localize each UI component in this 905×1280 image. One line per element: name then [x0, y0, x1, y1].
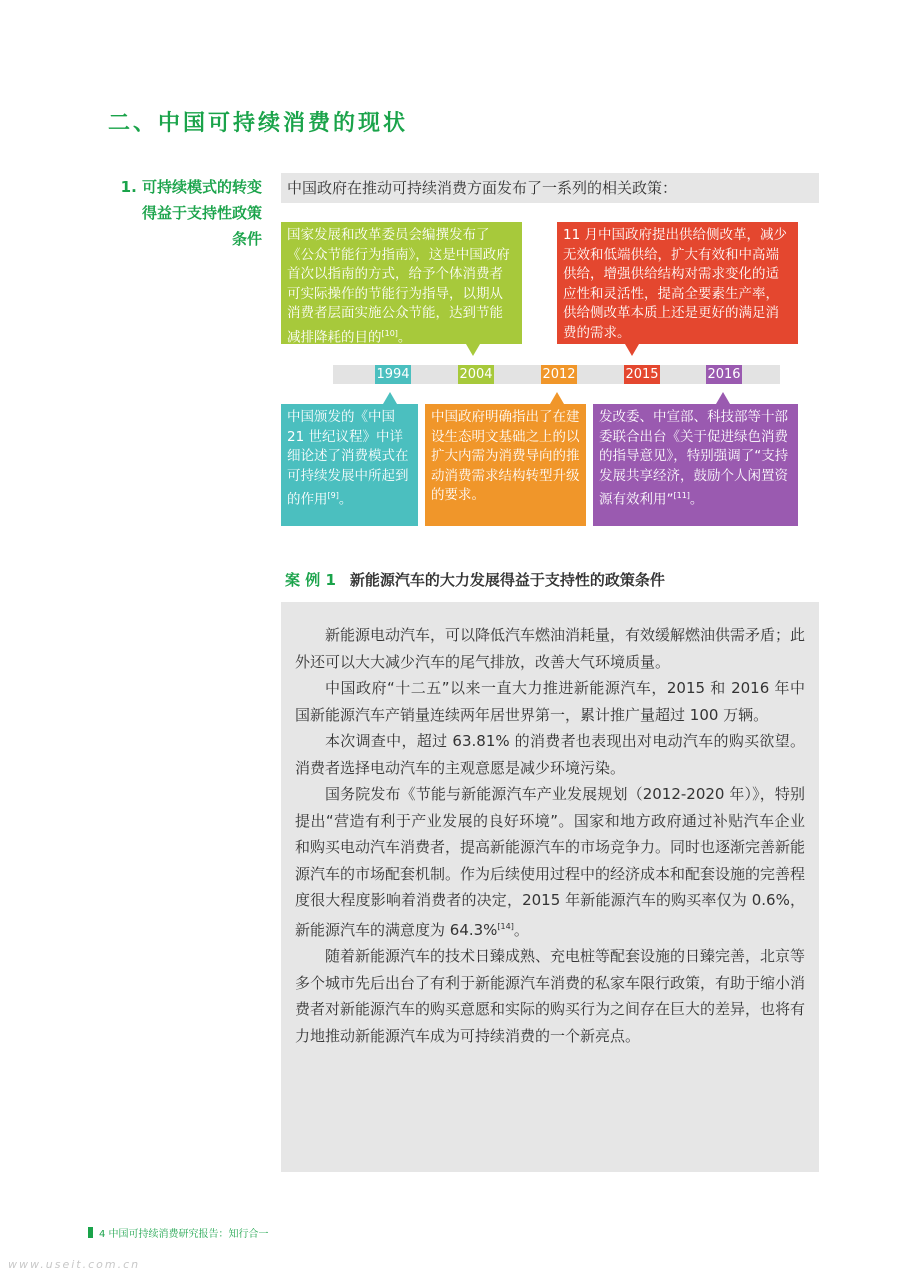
policy-text: 中国政府明确指出了在建设生态明文基础之上的以扩大内需为消费导向的推动消费需求结构转型升级的要求。: [431, 409, 580, 503]
pointer-2015: [625, 344, 639, 356]
case-label: 案 例 1: [285, 571, 336, 589]
policy-text: 国家发展和改革委员会编撰发布了《公众节能行为指南》，这是中国政府首次以指南的方式，给予个体消费者可实际操作的节能行为指导，以期从消费者层面实施公众节能，达到节能减排降耗的目的: [287, 227, 510, 344]
footer-text: 4 中国可持续消费研究报告：知行合一: [99, 1229, 269, 1240]
side-heading-line-3: 条件: [231, 230, 262, 248]
case-box: [281, 602, 819, 1172]
policy-box-2004: [281, 222, 522, 344]
policy-box-2015: [557, 222, 798, 344]
section-title: 二、中国可持续消费的现状: [108, 111, 409, 136]
policy-tail: 。: [397, 329, 412, 344]
policy-tail: 。: [689, 491, 704, 508]
case-paragraph: 本次调查中，超过 63.81% 的消费者也表现出对电动汽车的购买欲望。消费者选择电动汽车的主观意愿是减少环境污染。: [295, 732, 805, 777]
case-paragraph: 随着新能源汽车的技术日臻成熟、充电桩等配套设施的日臻完善，北京等多个城市先后出台了有利于新能源汽车消费的私家车限行政策，有助于缩小消费者对新能源汽车的购买意愿和实际的购买行为之间存在巨大的差异，也将有力地推动新能源汽车成为可持续消费的一个新亮点。: [295, 947, 806, 1045]
reference-mark: [9]: [327, 491, 339, 500]
case-title: 新能源汽车的大力发展得益于支持性的政策条件: [349, 571, 665, 589]
side-heading: [96, 174, 262, 252]
policy-box-2016: [593, 404, 798, 526]
year-2004: 2004: [459, 367, 493, 382]
paragraph-tail: 。: [513, 920, 529, 939]
case-heading: [285, 569, 665, 590]
case-paragraph: [295, 781, 805, 943]
policy-text: 中国颁发的《中国 21 世纪议程》中详细论述了消费模式在可持续发展中所起到的作用: [287, 409, 409, 508]
side-heading-line-1: 1. 可持续模式的转变: [120, 178, 262, 196]
year-2016: 2016: [707, 367, 741, 382]
year-2012: 2012: [542, 367, 576, 382]
policy-text: 11 月中国政府提出供给侧改革，减少无效和低端供给，扩大有效和中高端供给，增强供给结构对需求变化的适应性和灵活性，提高全要素生产率，供给侧改革本质上还是更好的满足消费的需求。: [563, 227, 787, 341]
page-footer: [88, 1225, 269, 1240]
case-paragraph: 中国政府“十二五”以来一直大力推进新能源汽车，2015 和 2016 年中国新能源汽车产销量连续两年居世界第一，累计推广量超过 100 万辆。: [295, 679, 805, 724]
intro-bar: 中国政府在推动可持续消费方面发布了一系列的相关政策：: [281, 173, 819, 203]
year-1994: 1994: [376, 367, 410, 382]
side-heading-line-2: 得益于支持性政策: [141, 204, 262, 222]
watermark: www.useit.com.cn: [8, 1258, 141, 1271]
footer-marker: [88, 1227, 93, 1238]
reference-mark: [10]: [381, 328, 398, 338]
pointer-1994: [383, 392, 397, 404]
paragraph-text: 国务院发布《节能与新能源汽车产业发展规划（2012-2020 年）》，特别提出“营造有利于产业发展的良好环境”。国家和地方政府通过补贴汽车企业和购买电动汽车消费者，提高新能源汽车的市场竞争力。同时也逐渐完善新能源汽车的市场配套机制。作为后续使用过程中的经济成本和配套设施的完善程度很大程度影响着消费者的决定，2015 年新能源汽车的购买率仅为 0.6%，新能源汽车的满意度为 64.3%: [295, 785, 806, 939]
policy-text: 发改委、中宣部、科技部等十部委联合出台《关于促进绿色消费的指导意见》，特别强调了“支持发展共享经济，鼓励个人闲置资源有效利用”: [599, 409, 789, 508]
year-2015: 2015: [625, 367, 659, 382]
pointer-2004: [466, 344, 480, 356]
policy-tail: 。: [338, 491, 353, 508]
case-paragraph: 新能源电动汽车，可以降低汽车燃油消耗量，有效缓解燃油供需矛盾；此外还可以大大减少汽车的尾气排放，改善大气环境质量。: [295, 626, 806, 671]
policy-box-1994: [281, 404, 418, 526]
reference-mark: [11]: [673, 491, 690, 500]
pointer-2012: [550, 392, 564, 404]
reference-mark: [14]: [497, 921, 514, 931]
pointer-2016: [716, 392, 730, 404]
policy-box-2012: [425, 404, 586, 526]
